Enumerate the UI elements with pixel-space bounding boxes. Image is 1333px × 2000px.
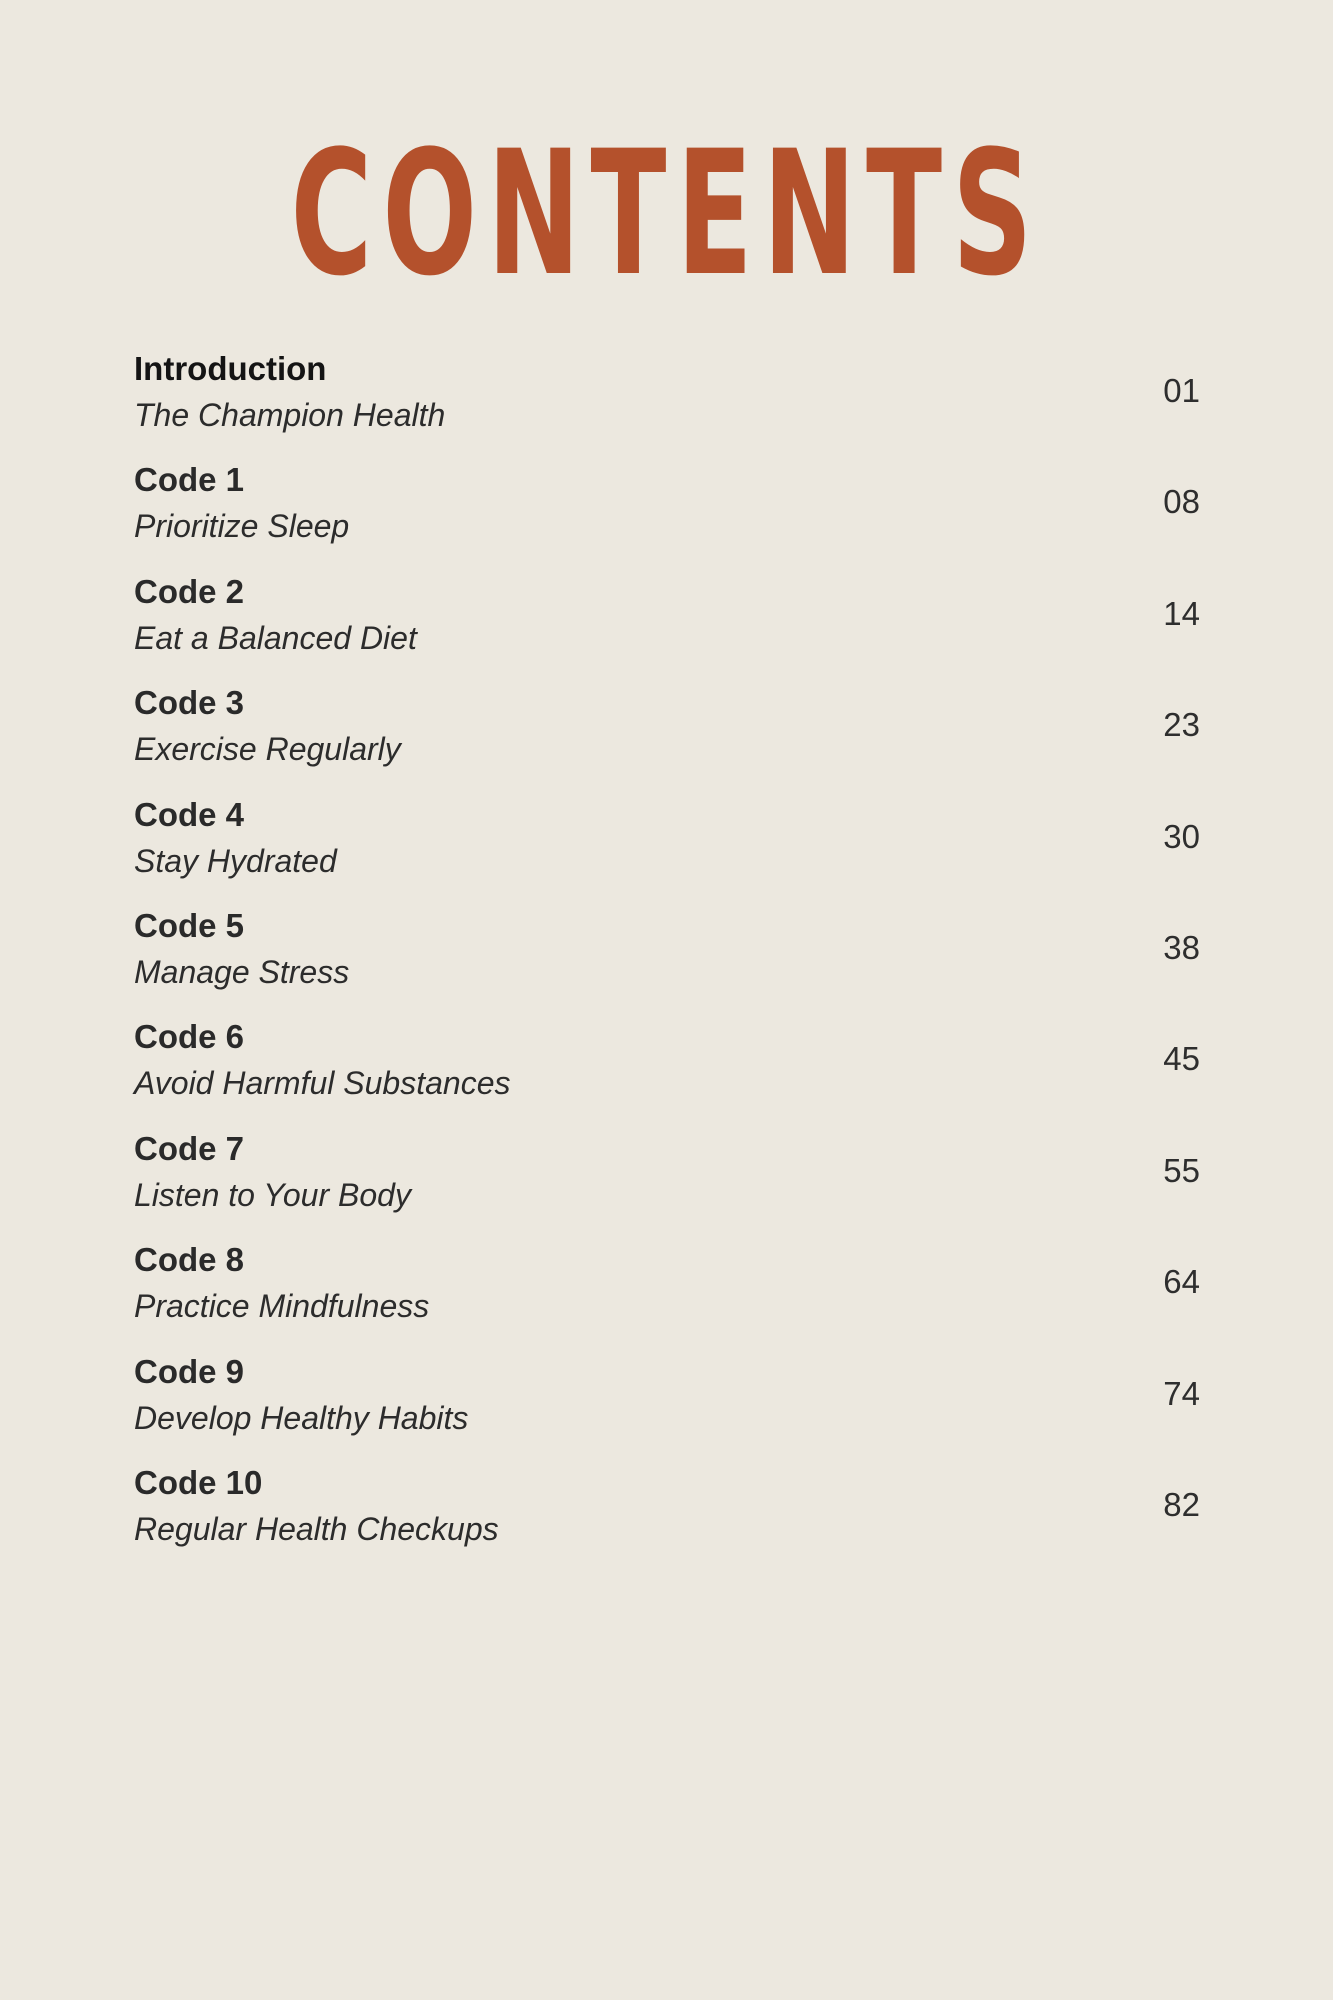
- toc-entry-subtitle: Manage Stress: [134, 953, 350, 990]
- toc-entry-code-4[interactable]: [134, 792, 1200, 903]
- toc-entry-heading: Code 5: [134, 906, 245, 944]
- toc-entry-code-1[interactable]: [134, 457, 1200, 568]
- toc-entry-subtitle: The Champion Health: [134, 397, 446, 433]
- toc-entry-heading: Code 6: [134, 1018, 245, 1056]
- toc-entry-subtitle: Practice Mindfulness: [134, 1288, 430, 1325]
- toc-entry-heading: Code 7: [134, 1129, 245, 1167]
- toc-entry-page-number: 08: [1163, 483, 1200, 521]
- toc-entry-subtitle: Develop Healthy Habits: [134, 1399, 469, 1436]
- toc-entry-heading: Code 9: [134, 1352, 245, 1390]
- toc-entry-subtitle: Eat a Balanced Diet: [134, 619, 417, 656]
- toc-entry-heading: Code 10: [134, 1463, 263, 1501]
- toc-entry-introduction[interactable]: [134, 346, 1200, 457]
- toc-entry-page-number: 55: [1163, 1151, 1200, 1189]
- toc-entry-page-number: 64: [1163, 1263, 1200, 1301]
- toc-entry-page-number: 30: [1163, 817, 1200, 855]
- toc-entry-page-number: 23: [1163, 706, 1200, 744]
- toc-entry-heading: Code 8: [134, 1241, 245, 1279]
- toc-entry-page-number: 82: [1163, 1485, 1200, 1523]
- toc-entry-code-2[interactable]: [134, 569, 1200, 680]
- toc-entry-code-3[interactable]: [134, 680, 1200, 791]
- toc-entry-heading: Introduction: [134, 350, 327, 387]
- toc-entry-page-number: 74: [1163, 1374, 1200, 1412]
- table-of-contents: [134, 346, 1200, 1571]
- toc-entry-heading: Code 2: [134, 572, 245, 610]
- toc-entry-code-9[interactable]: [134, 1349, 1200, 1460]
- toc-entry-page-number: 38: [1163, 928, 1200, 966]
- toc-entry-subtitle: Listen to Your Body: [134, 1176, 411, 1213]
- toc-entry-code-8[interactable]: [134, 1237, 1200, 1348]
- toc-entry-page-number: 01: [1163, 372, 1200, 409]
- toc-entry-code-6[interactable]: [134, 1014, 1200, 1125]
- toc-entry-subtitle: Prioritize Sleep: [134, 508, 350, 545]
- toc-entry-subtitle: Stay Hydrated: [134, 842, 337, 879]
- toc-entry-page-number: 14: [1163, 594, 1200, 632]
- toc-entry-subtitle: Avoid Harmful Substances: [134, 1065, 511, 1102]
- toc-entry-subtitle: Regular Health Checkups: [134, 1510, 499, 1547]
- toc-entry-heading: Code 4: [134, 795, 245, 833]
- toc-entry-subtitle: Exercise Regularly: [134, 731, 401, 768]
- page-title: CONTENTS: [290, 113, 1043, 314]
- toc-entry-code-7[interactable]: [134, 1126, 1200, 1237]
- toc-entry-heading: Code 1: [134, 461, 245, 499]
- toc-entry-page-number: 45: [1163, 1040, 1200, 1078]
- toc-entry-code-5[interactable]: [134, 903, 1200, 1014]
- toc-entry-code-10[interactable]: [134, 1460, 1200, 1571]
- toc-entry-heading: Code 3: [134, 684, 245, 722]
